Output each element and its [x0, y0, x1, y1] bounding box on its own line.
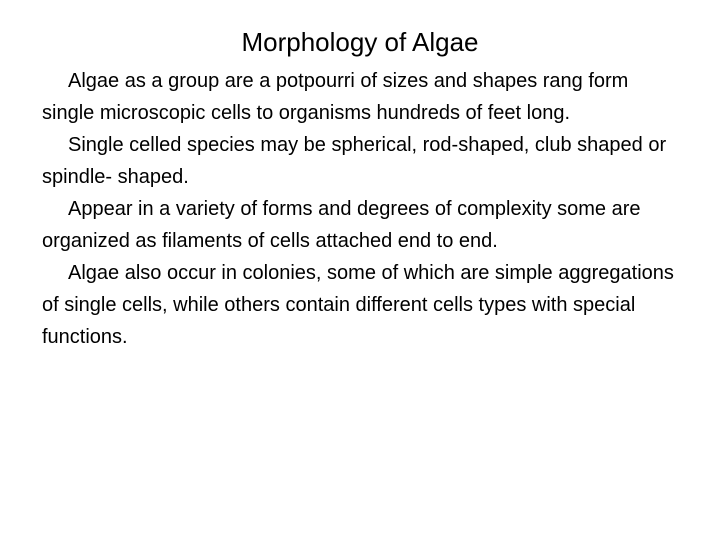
slide-body — [42, 65, 682, 353]
paragraph-colonies: Algae also occur in colonies, some of which are simple aggregations of single cells, while others contain different cells types with special functions. — [42, 262, 674, 348]
paragraph-forms-complexity: Appear in a variety of forms and degrees of complexity some are organized as filaments of cells attached end to end. — [42, 198, 641, 252]
paragraph-size-range: Algae as a group are a potpourri of sizes and shapes rang form single microscopic cells to organisms hundreds of feet long. — [42, 70, 629, 124]
slide-title: Morphology of Algae — [241, 27, 479, 57]
paragraph-cell-shapes: Single celled species may be spherical, rod-shaped, club shaped or spindle- shaped. — [42, 134, 667, 188]
